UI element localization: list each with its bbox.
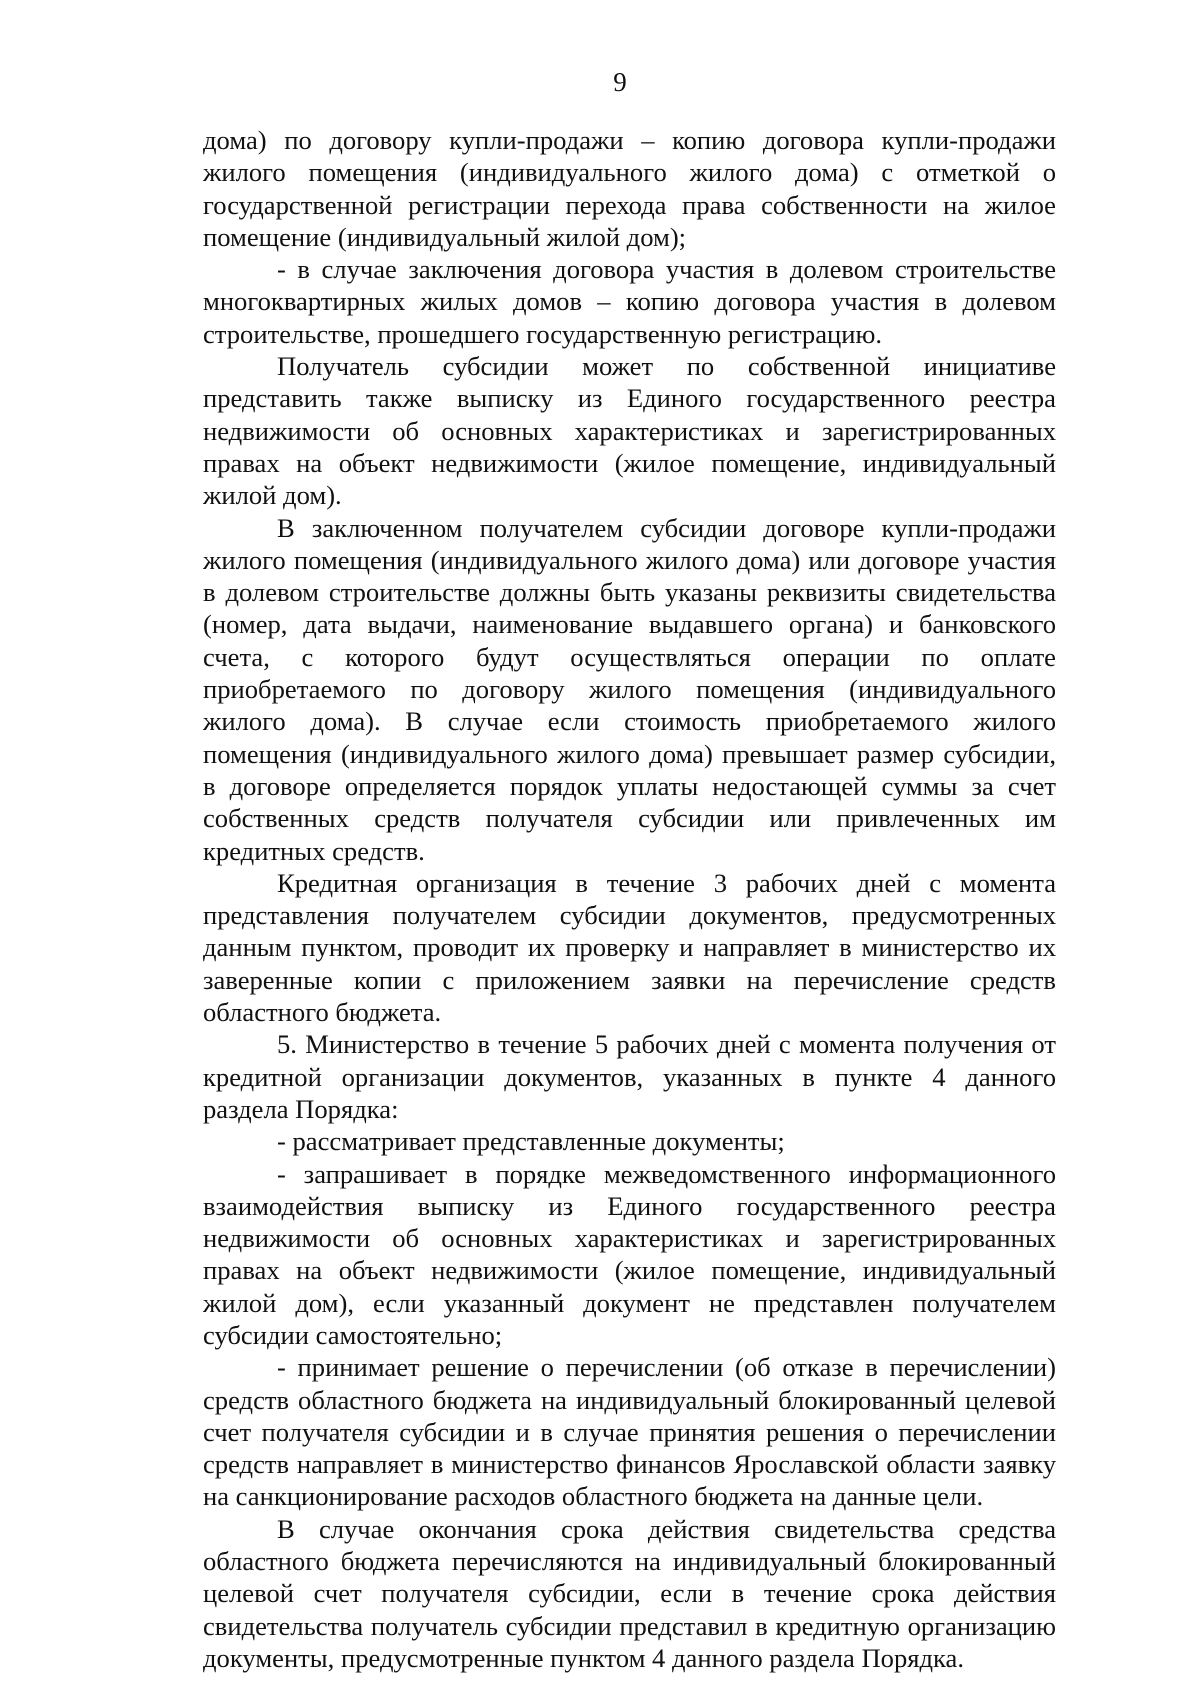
paragraph-reviews-documents: - рассматривает представленные документы; (277, 1126, 785, 1157)
paragraph-shared-construction: - в случае заключения договора участия в долевом строительстве многоквартирных жилых домов – копию договора участия в долевом строительстве, прошедшего государственную регистрацию. (203, 254, 1056, 349)
page-number: 9 (613, 67, 627, 97)
paragraph-registry-extract: Получатель субсидии может по собственной инициативе представить также выписку из Единого государственного реестра недвижимости об основных характеристиках и зарегистрированных правах на объект недвижимости (жилое помещение, индивидуальный жилой дом). (203, 351, 1056, 511)
paragraph-contract-requisites: В заключенном получателем субсидии договоре купли-продажи жилого помещения (индивидуального жилого дома) или договоре участия в долевом строительстве должны быть указаны реквизиты свидетельства (номер, дата выдачи, наименование выдавшего органа) и банковского счета, с которого будут осуществляться операции по оплате приобретаемого по договору жилого помещения (индивидуального жилого дома). В случае если стоимость приобретаемого жилого помещения (индивидуального жилого дома) превышает размер субсидии, в договоре определяется порядок уплаты недостающей суммы за счет собственных средств получателя субсидии или привлеченных им кредитных средств. (203, 512, 1056, 866)
paragraph-makes-decision: - принимает решение о перечислении (об отказе в перечислении) средств областного бюджета на индивидуальный блокированный целевой счет получателя субсидии и в случае принятия решения о перечислении средств направляет в министерство финансов Ярославской области заявку на санкционирование расходов областного бюджета на данные цели. (203, 1352, 1056, 1512)
paragraph-continuation: дома) по договору купли-продажи – копию договора купли-продажи жилого помещения (индивидуального жилого дома) с отметкой о государственной регистрации перехода права собственности на жилое помещение (индивидуальный жилой дом); (203, 125, 1056, 252)
document-body (203, 124, 1056, 1674)
paragraph-credit-organization: Кредитная организация в течение 3 рабочих дней с момента представления получателем субсидии документов, предусмотренных данным пунктом, проводит их проверку и направляет в министерство их заверенные копии с приложением заявки на перечисление средств областного бюджета. (203, 867, 1056, 1028)
paragraph-certificate-expiry: В случае окончания срока действия свидетельства средства областного бюджета перечисляются на индивидуальный блокированный целевой счет получателя субсидии, если в течение срока действия свидетельства получатель субсидии представил в кредитную организацию документы, предусмотренные пунктом 4 данного раздела Порядка. (203, 1513, 1056, 1673)
paragraph-item-5: 5. Министерство в течение 5 рабочих дней с момента получения от кредитной организации документов, указанных в пункте 4 данного раздела Порядка: (203, 1029, 1056, 1124)
paragraph-requests-extract: - запрашивает в порядке межведомственного информационного взаимодействия выписку из Единого государственного реестра недвижимости об основных характеристиках и зарегистрированных правах на объект недвижимости (жилое помещение, индивидуальный жилой дом), если указанный документ не представлен получателем субсидии самостоятельно; (203, 1158, 1056, 1350)
